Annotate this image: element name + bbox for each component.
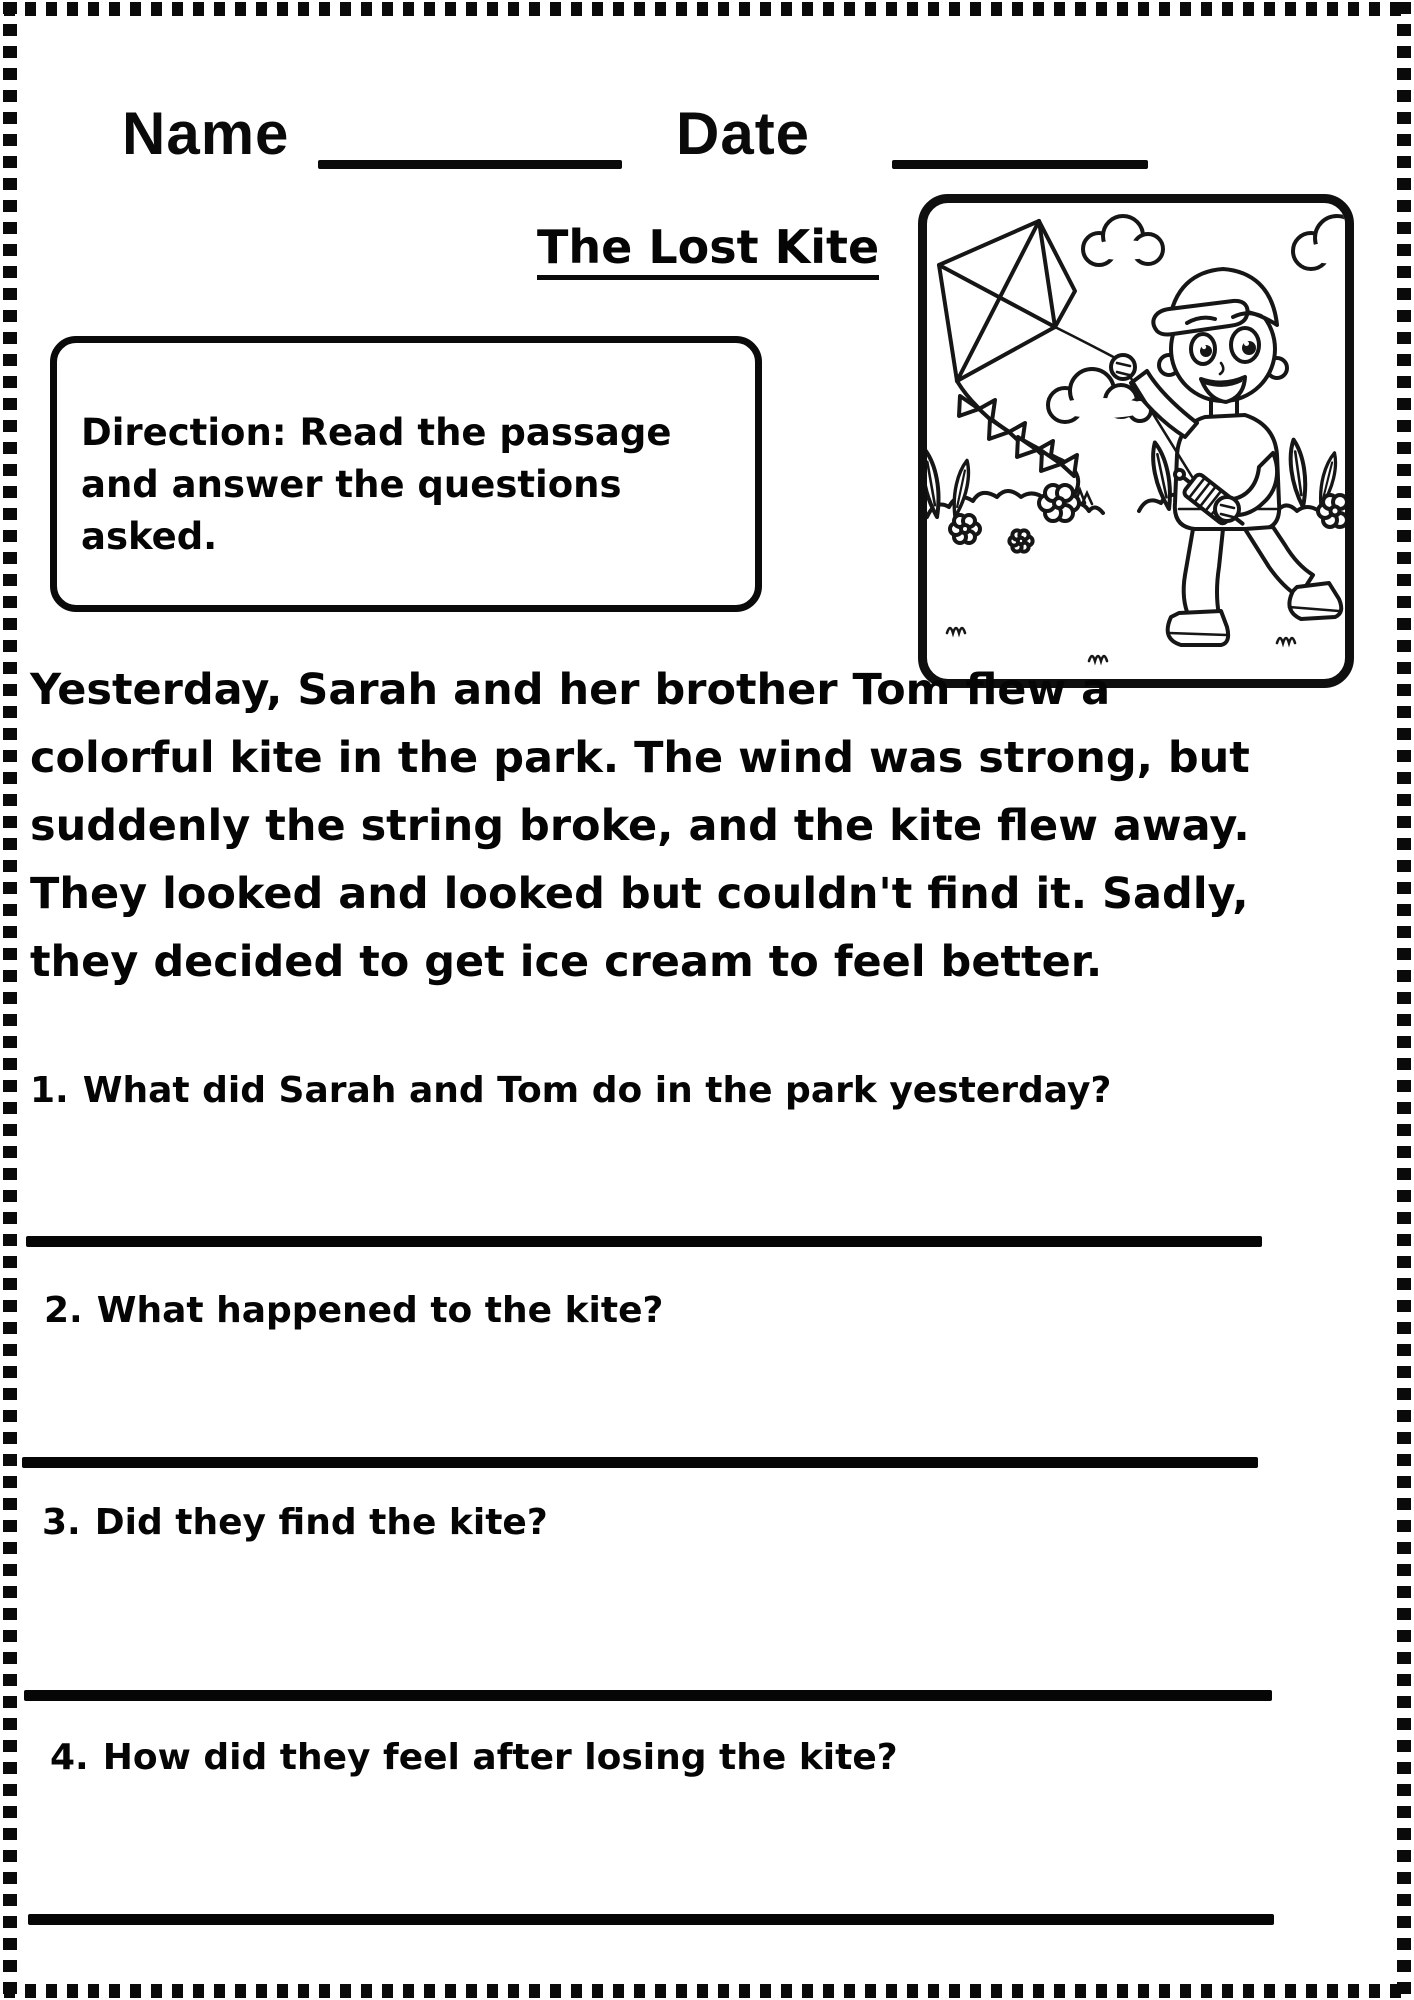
page-border-bottom bbox=[4, 1984, 1410, 1998]
question-1 bbox=[30, 1070, 1111, 1112]
question-4-text: How did they feel after losing the kite? bbox=[102, 1737, 898, 1778]
passage-line: suddenly the string broke, and the kite flew away. bbox=[30, 801, 1250, 851]
page-border-top bbox=[4, 2, 1410, 16]
answer-line-3 bbox=[24, 1690, 1272, 1701]
boy-drawing bbox=[1111, 269, 1341, 645]
kite-icon bbox=[939, 221, 1075, 381]
flower-icon bbox=[1009, 530, 1032, 551]
answer-line-2 bbox=[22, 1457, 1258, 1468]
question-4 bbox=[50, 1737, 898, 1779]
reading-passage bbox=[30, 656, 1410, 996]
passage-line: Yesterday, Sarah and her brother Tom flew a bbox=[30, 665, 1111, 715]
question-3 bbox=[42, 1502, 548, 1544]
page-border-right bbox=[1397, 2, 1411, 1998]
passage-line: They looked and looked but couldn't find it. Sadly, bbox=[30, 869, 1249, 919]
page-border-left bbox=[3, 2, 17, 1998]
boy-flying-kite-illustration bbox=[927, 203, 1345, 679]
question-3-number: 3. bbox=[42, 1502, 81, 1543]
passage-line: they decided to get ice cream to feel better. bbox=[30, 937, 1103, 987]
date-blank-line bbox=[892, 160, 1148, 169]
flower-icon bbox=[950, 515, 980, 543]
question-2-number: 2. bbox=[44, 1290, 83, 1331]
passage-line: colorful kite in the park. The wind was strong, but bbox=[30, 733, 1250, 783]
name-label: Name bbox=[122, 100, 290, 167]
question-1-text: What did Sarah and Tom do in the park yesterday? bbox=[82, 1070, 1112, 1111]
kite-string bbox=[1055, 327, 1121, 361]
cloud-icon bbox=[1293, 216, 1345, 269]
name-blank-line bbox=[318, 160, 622, 169]
answer-line-1 bbox=[26, 1236, 1262, 1247]
question-2 bbox=[44, 1290, 663, 1332]
question-2-text: What happened to the kite? bbox=[96, 1290, 664, 1331]
direction-text bbox=[81, 407, 741, 563]
question-1-number: 1. bbox=[30, 1070, 69, 1111]
question-4-number: 4. bbox=[50, 1737, 89, 1778]
direction-line: Direction: Read the passage bbox=[81, 411, 672, 454]
direction-box bbox=[50, 336, 762, 612]
cloud-icon bbox=[1083, 216, 1163, 265]
direction-line: asked. bbox=[81, 515, 218, 558]
question-3-text: Did they find the kite? bbox=[94, 1502, 548, 1543]
direction-line: and answer the questions bbox=[81, 463, 622, 506]
page-title: The Lost Kite bbox=[537, 222, 879, 280]
cloud-icon bbox=[1048, 369, 1151, 422]
date-label: Date bbox=[676, 100, 811, 167]
answer-line-4 bbox=[28, 1914, 1274, 1925]
flower-icon bbox=[1318, 495, 1345, 527]
kite-illustration-frame bbox=[918, 194, 1354, 688]
flower-icon bbox=[1039, 485, 1079, 521]
